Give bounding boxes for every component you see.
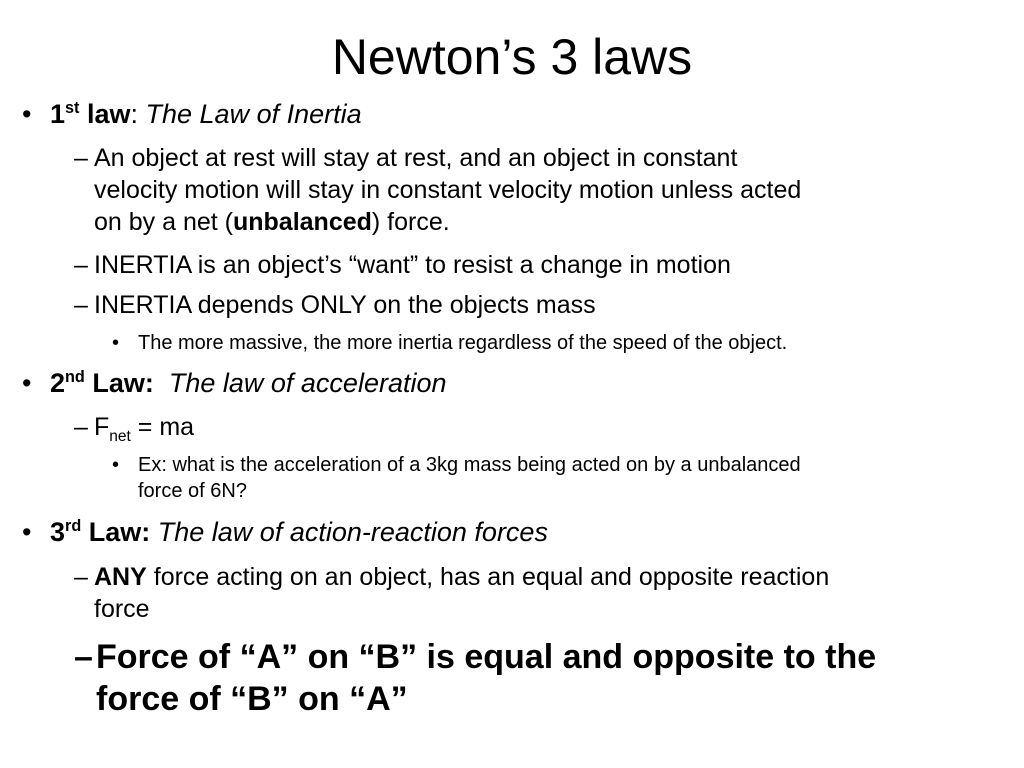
law1-name: The Law of Inertia (145, 99, 362, 129)
law2-heading (22, 367, 447, 399)
law1-heading (22, 98, 362, 130)
law1-subpoint: • The more massive, the more inertia regardless of the speed of the object. (112, 332, 788, 354)
law1-point1-line2: velocity motion will stay in constant velocity motion unless acted (94, 176, 802, 204)
law2-example-line2: force of 6N? (138, 480, 247, 502)
bullet-icon: • (22, 368, 32, 398)
dash-icon: – (74, 144, 88, 172)
any-emphasis: ANY (94, 563, 147, 591)
law3-point1-line2: force (94, 595, 150, 623)
law3-heading (22, 516, 548, 548)
bullet-icon: • (112, 454, 120, 476)
law1-point1-line1: – An object at rest will stay at rest, and an object in constant (74, 144, 738, 172)
unbalanced-emphasis: unbalanced (232, 208, 372, 236)
law3-name: The law of action-reaction forces (157, 517, 548, 547)
law1-separator: : (130, 99, 138, 129)
law3-point2-line1: –Force of “A” on “B” is equal and opposite to the (74, 638, 877, 676)
law2-number: 2nd Law: (50, 368, 154, 398)
law2-example-line1: • Ex: what is the acceleration of a 3kg mass being acted on by a unbalanced (112, 454, 801, 476)
law1-number: 1st law (50, 99, 131, 129)
dash-icon: – (74, 251, 88, 279)
slide-title: Newton’s 3 laws (331, 29, 693, 85)
law1-point1-line3: on by a net (unbalanced) force. (94, 208, 450, 236)
dash-icon: – (74, 413, 88, 441)
dash-icon: – (74, 563, 88, 591)
dash-icon: – (74, 291, 88, 319)
dash-icon: – (74, 638, 93, 676)
law3-number: 3rd Law: (50, 517, 151, 547)
bullet-icon: • (112, 332, 120, 354)
law1-point3: – INERTIA depends ONLY on the objects mass (74, 291, 596, 319)
law3-point1-line1: – ANY force acting on an object, has an equal and opposite reaction (74, 563, 830, 591)
law1-point2: – INERTIA is an object’s “want” to resist a change in motion (74, 251, 731, 279)
law2-formula: – $F_{net}$ = ma (74, 413, 195, 445)
bullet-icon: • (22, 99, 32, 129)
law2-name: The law of acceleration (168, 368, 447, 398)
bullet-icon: • (22, 517, 32, 547)
law3-point2-line2: force of “B” on “A” (96, 680, 408, 718)
